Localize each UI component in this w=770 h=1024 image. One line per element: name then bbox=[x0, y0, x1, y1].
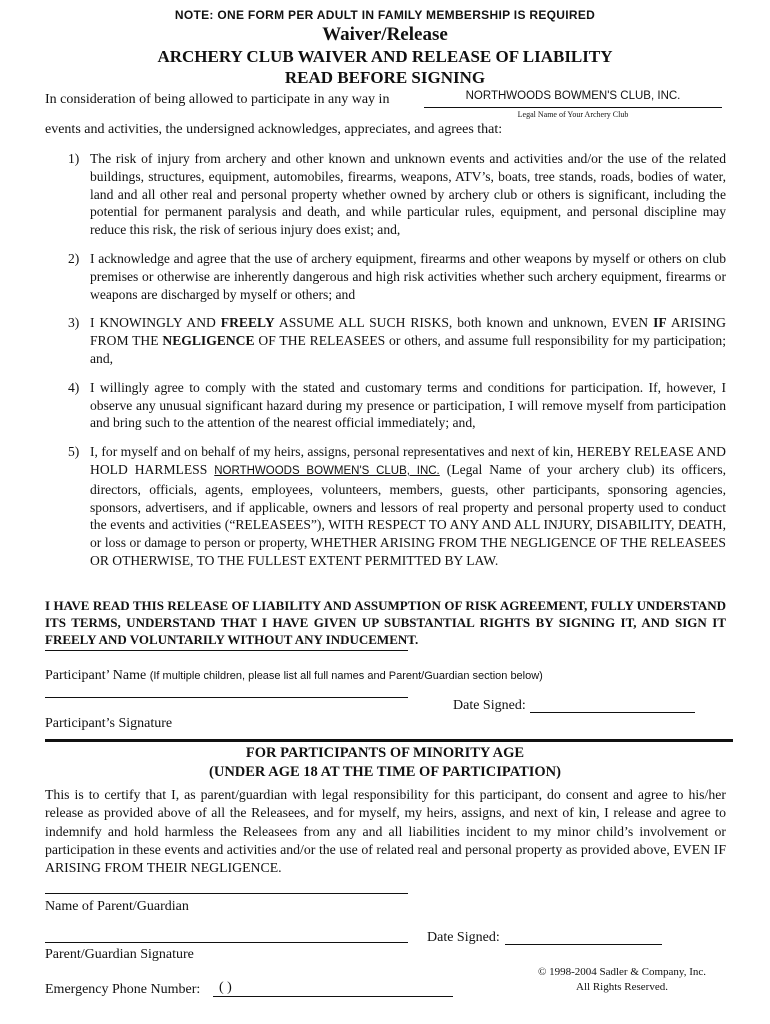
participant-signature-field[interactable] bbox=[45, 697, 408, 698]
item-text-bold: IF bbox=[653, 315, 667, 331]
participant-name-label-row bbox=[45, 668, 543, 684]
emergency-phone-field[interactable] bbox=[213, 980, 453, 997]
club-name-caption: Legal Name of Your Archery Club bbox=[517, 110, 629, 119]
item-number: 5) bbox=[68, 444, 80, 460]
item-text-part: I, for myself and on behalf of my heirs, assigns, personal representatives and next of kin, HEREBY RELEASE AND HOLD HARMLESS bbox=[90, 444, 726, 477]
minor-section-heading: FOR PARTICIPANTS OF MINORITY AGE bbox=[245, 745, 525, 761]
list-item bbox=[45, 443, 726, 570]
item-number: 2) bbox=[68, 250, 80, 266]
phone-area-code: ( ) bbox=[219, 980, 232, 995]
item-number: 1) bbox=[68, 151, 80, 166]
parent-signature-label: Parent/Guardian Signature bbox=[45, 947, 194, 962]
participant-date-label: Date Signed: bbox=[453, 698, 526, 713]
parent-signature-field[interactable] bbox=[45, 942, 408, 943]
participant-name-field[interactable] bbox=[45, 650, 408, 651]
list-item bbox=[45, 314, 726, 367]
item-text-part: ASSUME ALL SUCH RISKS, both known and unknown, EVEN bbox=[274, 315, 654, 331]
minor-consent-paragraph: This is to certify that I, as parent/guardian with legal responsibility for this participant, do consent and agree to his/her release as provided above of all the Releasees, and for myself, my heirs, assigns, and next of kin, I release and agree to indemnify and hold harmless the Releasees from any and all liabilities incident to my minor child’s involvement or participation in these events and activities and/or the use of related real and personal property as provided above, EVEN IF ARISING FROM THEIR NEGLIGENCE. bbox=[45, 787, 726, 876]
parent-date-field[interactable] bbox=[505, 930, 662, 945]
item-text-part: OF THE RELEASEES or others, and assume full responsibility for my participation; and, bbox=[90, 333, 726, 366]
club-name-field[interactable]: NORTHWOODS BOWMEN'S CLUB, INC. bbox=[424, 90, 722, 108]
item-text-part: (Legal Name of your archery club) its officers, directors, officials, agents, employees, volunteers, members, guests, other participants, sponsoring agencies, sponsors, advertisers, and if applicable, owners and lessors of real property and personal property used to conduct the events and activities (“RELEASEES”), WITH RESPECT TO ANY AND ALL INJURY, DISABILITY, DEATH, or loss or damage to person or property, WHETHER ARISING FROM THE NEGLIGENCE OF THE RELEASEES OR OTHERWISE, TO THE FULLEST EXTENT PERMITTED BY LAW. bbox=[90, 461, 727, 568]
page-title: Waiver/Release bbox=[322, 24, 448, 45]
item-text-bold: NEGLIGENCE bbox=[162, 333, 255, 349]
parent-date-label: Date Signed: bbox=[427, 930, 500, 945]
item-text bbox=[90, 443, 726, 570]
copyright-line: All Rights Reserved. bbox=[576, 981, 668, 993]
page-subtitle: ARCHERY CLUB WAIVER AND RELEASE OF LIABILITY bbox=[157, 47, 613, 66]
item-text-part: I KNOWINGLY AND bbox=[90, 315, 221, 331]
item-text-part: ARISING FROM THE bbox=[90, 315, 726, 349]
list-item bbox=[45, 379, 726, 432]
list-item bbox=[45, 250, 726, 303]
parent-name-label: Name of Parent/Guardian bbox=[45, 899, 189, 914]
acknowledgement-statement: I HAVE READ THIS RELEASE OF LIABILITY AND ASSUMPTION OF RISK AGREEMENT, FULLY UNDERSTAND ITS TERMS, UNDERSTAND THAT I HAVE GIVEN UP SUBSTANTIAL RIGHTS BY SIGNING IT, AND SIGN IT FREELY AND VOLUNTARILY WITHOUT ANY INDUCEMENT. bbox=[45, 598, 726, 647]
participant-date-field[interactable] bbox=[530, 698, 695, 713]
terms-list bbox=[45, 150, 726, 581]
intro-suffix: events and activities, the undersigned acknowledges, appreciates, and agrees that: bbox=[45, 122, 503, 137]
minor-section-subheading: (UNDER AGE 18 AT THE TIME OF PARTICIPATION) bbox=[209, 764, 561, 780]
item-number: 3) bbox=[68, 315, 80, 331]
list-item bbox=[45, 150, 726, 239]
parent-name-field[interactable] bbox=[45, 893, 408, 894]
item-text: The risk of injury from archery and other known and unknown events and activities and/or the use of the related buildings, structures, equipment, automobiles, firearms, weapons, ATV’s, boats, tree stands, roads, bodies of water, land and all other real and personal property whether owned by archery club or others is significant, including the potential for permanent paralysis and death, and while particular rules, equipment, and personal discipline may reduce this risk, the risk of serious injury does exist; and, bbox=[90, 151, 726, 238]
participant-signature-label: Participant’s Signature bbox=[45, 716, 173, 731]
membership-note: NOTE: ONE FORM PER ADULT IN FAMILY MEMBERSHIP IS REQUIRED bbox=[174, 8, 596, 22]
item-text: I acknowledge and agree that the use of archery equipment, firearms and other weapons by myself or others on club premises or otherwise are inherently dangerous and high risk activities whether such archery equipment, firearms or weapons are discharged by myself or others; and bbox=[90, 250, 726, 302]
emergency-phone-label: Emergency Phone Number: bbox=[45, 982, 201, 997]
item-text: I willingly agree to comply with the stated and customary terms and conditions for participation. If, however, I observe any unusual significant hazard during my presence or participation, I will remove myself from participation and bring such to the attention of the nearest official immediately; and, bbox=[90, 379, 726, 431]
club-name-inline-field[interactable]: NORTHWOODS BOWMEN'S CLUB, INC. bbox=[214, 464, 440, 477]
item-text bbox=[90, 314, 726, 367]
copyright-notice bbox=[512, 965, 732, 995]
item-number: 4) bbox=[68, 379, 80, 395]
copyright-line: © 1998-2004 Sadler & Company, Inc. bbox=[537, 966, 707, 978]
section-divider bbox=[45, 739, 733, 742]
intro-prefix: In consideration of being allowed to participate in any way in bbox=[45, 92, 390, 107]
participant-name-hint: (If multiple children, please list all full names and Parent/Guardian section below) bbox=[149, 670, 543, 682]
participant-name-label: Participant’ Name bbox=[45, 668, 147, 683]
item-text-bold: FREELY bbox=[220, 315, 275, 331]
read-before-signing: READ BEFORE SIGNING bbox=[284, 68, 486, 87]
